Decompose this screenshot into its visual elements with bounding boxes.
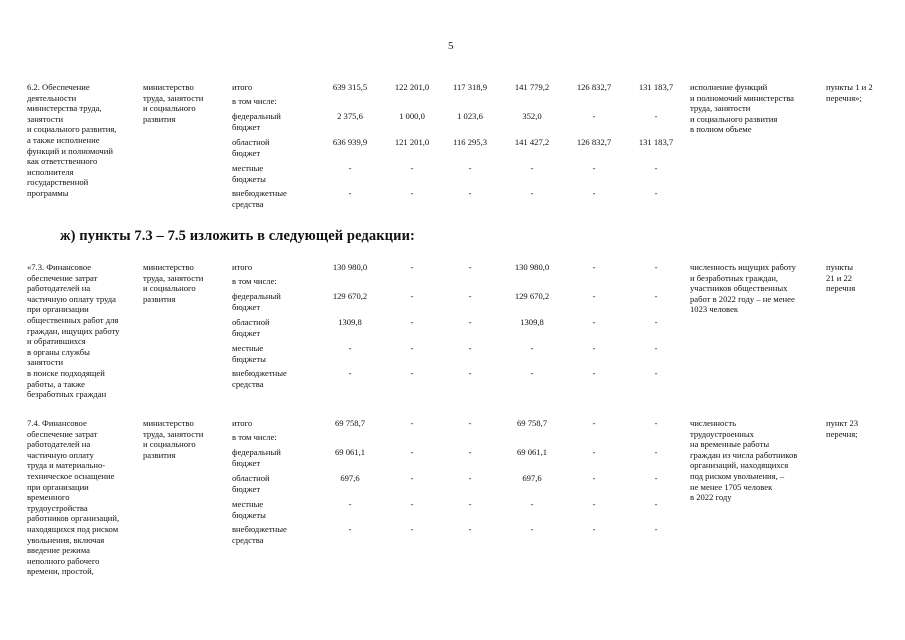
value-2020: - — [410, 343, 414, 353]
executor: министерство труда, занятости и социального развития — [143, 418, 204, 460]
value-2021: - — [468, 418, 472, 428]
value-2023: - — [592, 524, 596, 534]
value-2020: 122 201,0 — [394, 82, 430, 92]
value-2020: - — [410, 418, 414, 428]
executor: министерство труда, занятости и социального развития — [143, 82, 204, 124]
value-2022: 130 980,0 — [514, 262, 550, 272]
value-2021: 1 023,6 — [457, 111, 483, 121]
funding-source-label: областной бюджет — [232, 317, 270, 338]
value-total: - — [348, 524, 352, 534]
value-2023: - — [592, 499, 596, 509]
value-2023: - — [592, 343, 596, 353]
value-2023: - — [592, 188, 596, 198]
value-2023: - — [592, 368, 596, 378]
value-2024: - — [654, 262, 658, 272]
value-total: 130 980,0 — [332, 262, 368, 272]
value-2020: - — [410, 317, 414, 327]
value-2024: - — [654, 111, 658, 121]
value-2021: - — [468, 447, 472, 457]
value-2020: - — [410, 524, 414, 534]
value-2020: - — [410, 368, 414, 378]
value-2024: - — [654, 317, 658, 327]
funding-source-label: федеральный бюджет — [232, 111, 281, 132]
value-2024: - — [654, 499, 658, 509]
value-total: - — [348, 163, 352, 173]
expected-result: исполнение функций и полномочий министерства труда, занятости и социального развития в полном объеме — [690, 82, 794, 135]
funding-source-label: внебюджетные средства — [232, 188, 287, 209]
funding-source-label: местные бюджеты — [232, 343, 266, 364]
value-2021: - — [468, 317, 472, 327]
plan-links: пункт 23 перечня; — [826, 418, 859, 439]
funding-source-label: итого — [232, 418, 253, 428]
value-2023: - — [592, 418, 596, 428]
value-total: - — [348, 343, 352, 353]
value-2024: 131 183,7 — [638, 82, 674, 92]
funding-source-label: итого — [232, 82, 253, 92]
value-2022: 69 758,7 — [516, 418, 548, 428]
funding-source-label: местные бюджеты — [232, 163, 266, 184]
value-2023: 126 832,7 — [576, 82, 612, 92]
value-2020: - — [410, 262, 414, 272]
value-2022: - — [530, 499, 534, 509]
funding-source-label: областной бюджет — [232, 473, 270, 494]
amendment-heading: ж) пункты 7.3 – 7.5 изложить в следующей редакции: — [60, 228, 415, 244]
value-total: 1309,8 — [338, 317, 362, 327]
value-total: 636 939,9 — [332, 137, 368, 147]
value-2023: - — [592, 291, 596, 301]
value-2023: - — [592, 111, 596, 121]
value-2020: - — [410, 499, 414, 509]
funding-source-label: внебюджетные средства — [232, 524, 287, 545]
funding-source-label: федеральный бюджет — [232, 447, 281, 468]
page-number: 5 — [448, 40, 454, 52]
value-2021: - — [468, 262, 472, 272]
funding-source-label: в том числе: — [232, 276, 277, 286]
table-block-7-3 — [0, 262, 905, 402]
value-2021: 117 318,9 — [452, 82, 488, 92]
value-2020: - — [410, 447, 414, 457]
funding-source-label: местные бюджеты — [232, 499, 266, 520]
value-total: 2 375,6 — [337, 111, 363, 121]
value-2022: 69 061,1 — [516, 447, 548, 457]
value-2022: - — [530, 188, 534, 198]
plan-links: пункты 1 и 2 перечня»; — [826, 82, 873, 103]
value-2024: - — [654, 524, 658, 534]
value-2021: - — [468, 473, 472, 483]
value-2023: - — [592, 262, 596, 272]
value-2022: 141 779,2 — [514, 82, 550, 92]
value-total: 697,6 — [340, 473, 360, 483]
value-2024: - — [654, 343, 658, 353]
value-total: 69 758,7 — [334, 418, 366, 428]
value-2021: - — [468, 499, 472, 509]
value-2021: - — [468, 524, 472, 534]
value-2022: - — [530, 524, 534, 534]
value-total: 639 315,5 — [332, 82, 368, 92]
value-2021: - — [468, 291, 472, 301]
table-block-6-2 — [0, 82, 905, 212]
value-2022: 1309,8 — [520, 317, 544, 327]
value-2022: - — [530, 343, 534, 353]
value-2020: - — [410, 188, 414, 198]
value-2024: - — [654, 447, 658, 457]
value-2021: - — [468, 368, 472, 378]
value-2023: - — [592, 163, 596, 173]
value-2022: 141 427,2 — [514, 137, 550, 147]
funding-source-label: федеральный бюджет — [232, 291, 281, 312]
value-2022: - — [530, 368, 534, 378]
value-2024: - — [654, 418, 658, 428]
value-2022: - — [530, 163, 534, 173]
plan-links: пункты 21 и 22 перечня — [826, 262, 856, 294]
funding-source-label: в том числе: — [232, 432, 277, 442]
value-total: - — [348, 368, 352, 378]
value-2022: 129 670,2 — [514, 291, 550, 301]
value-2020: 1 000,0 — [399, 111, 425, 121]
value-2024: - — [654, 188, 658, 198]
table-block-7-4 — [0, 418, 905, 588]
funding-source-label: внебюджетные средства — [232, 368, 287, 389]
value-2021: 116 295,3 — [452, 137, 488, 147]
value-2020: - — [410, 163, 414, 173]
value-2020: - — [410, 473, 414, 483]
value-2022: 352,0 — [522, 111, 542, 121]
value-total: 129 670,2 — [332, 291, 368, 301]
value-2024: - — [654, 291, 658, 301]
measure-title: «7.3. Финансовое обеспечение затрат работодателей на частичную оплату труда при организации общественных работ для граждан, ищущих работу и обратившихся в органы службы занятости в поиске подходящей работы, а также безработных граждан — [27, 262, 120, 400]
expected-result: численность трудоустроенных на временные работы граждан из числа работников организаций, находящихся под риском увольнения, – не менее 1705 человек в 2022 году — [690, 418, 798, 503]
value-total: - — [348, 188, 352, 198]
value-2023: - — [592, 473, 596, 483]
funding-source-label: итого — [232, 262, 253, 272]
value-2021: - — [468, 343, 472, 353]
measure-title: 7.4. Финансовое обеспечение затрат работодателей на частичную оплату труда и материально- техническое оснащение при организации временного трудоустройства работников организаций, находящихся под риском увольнения, включая введение режима неполного рабочего времени, простой, — [27, 418, 120, 577]
funding-source-label: в том числе: — [232, 96, 277, 106]
value-2023: - — [592, 447, 596, 457]
value-total: 69 061,1 — [334, 447, 366, 457]
value-2022: 697,6 — [522, 473, 542, 483]
value-2024: 131 183,7 — [638, 137, 674, 147]
value-2024: - — [654, 473, 658, 483]
value-2024: - — [654, 368, 658, 378]
value-2020: 121 201,0 — [394, 137, 430, 147]
value-2021: - — [468, 163, 472, 173]
executor: министерство труда, занятости и социального развития — [143, 262, 204, 304]
value-2023: - — [592, 317, 596, 327]
funding-source-label: областной бюджет — [232, 137, 270, 158]
value-2020: - — [410, 291, 414, 301]
value-2021: - — [468, 188, 472, 198]
value-2023: 126 832,7 — [576, 137, 612, 147]
value-2024: - — [654, 163, 658, 173]
value-total: - — [348, 499, 352, 509]
expected-result: численность ищущих работу и безработных граждан, участников общественных работ в 2022 году – не менее 1023 человек — [690, 262, 796, 315]
measure-title: 6.2. Обеспечение деятельности министерства труда, занятости и социального развития, а также исполнение функций и полномочий как ответственного исполнителя государственной программы — [27, 82, 117, 198]
